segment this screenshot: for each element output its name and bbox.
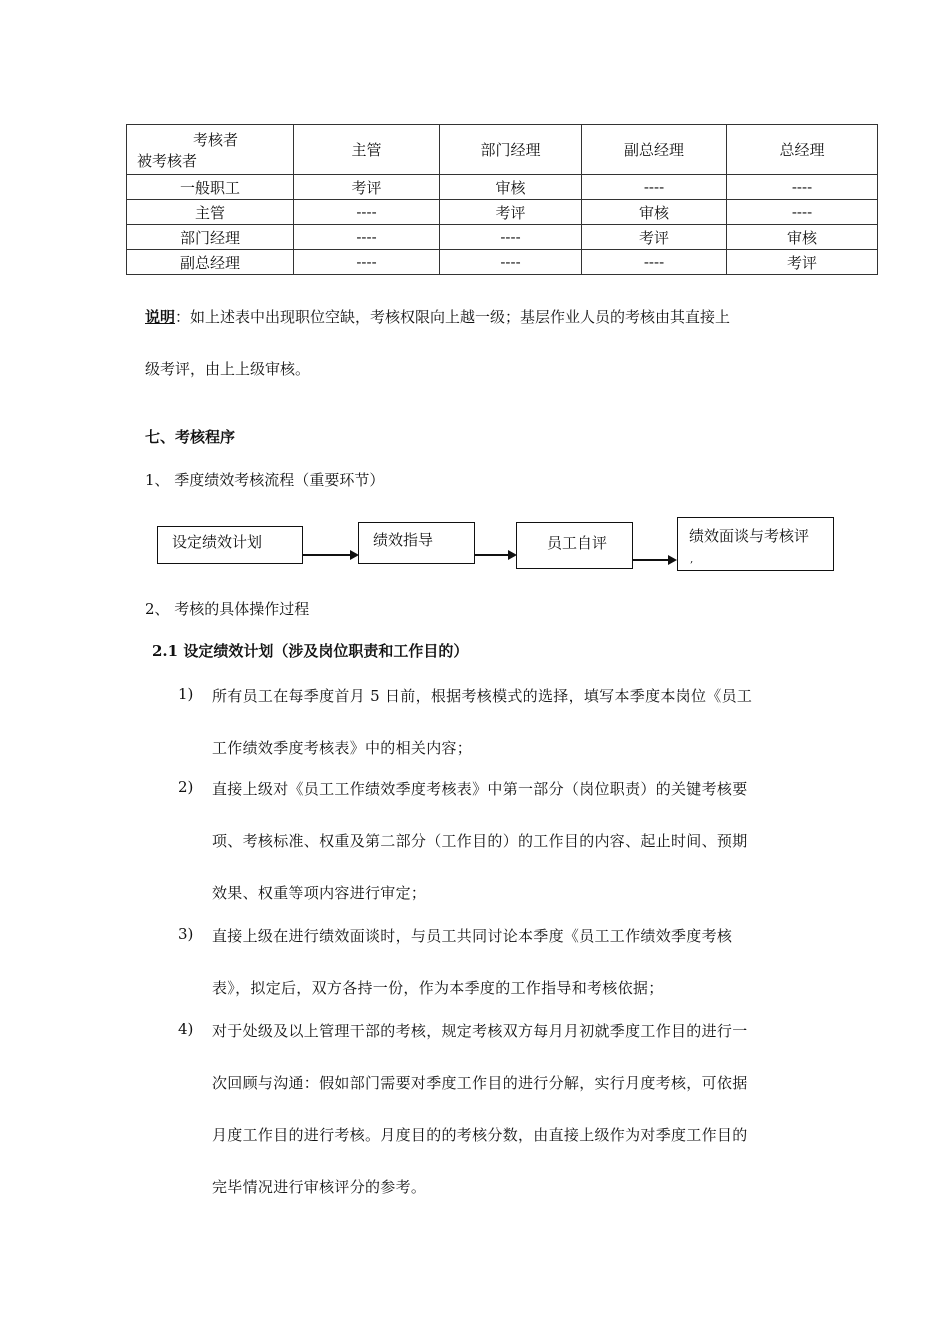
row-label: 一般职工 [127, 175, 294, 200]
flow-arrow [633, 559, 669, 561]
list-item-line: 完毕情况进行审核评分的参考。 [212, 1178, 427, 1196]
table-cell: ---- [727, 175, 878, 200]
section-title: 七、考核程序 [145, 428, 236, 446]
flow-step-guidance [358, 522, 475, 564]
list-item-line: 表》，拟定后，双方各持一份，作为本季度的工作指导和考核依据； [212, 979, 664, 997]
table-cell: ---- [582, 175, 727, 200]
table-row [127, 225, 878, 250]
subsection-2-1-heading: 2.1 设定绩效计划（涉及岗位职责和工作目的） [152, 642, 469, 660]
table-corner-cell [127, 125, 294, 175]
table-cell: ---- [440, 250, 582, 275]
column-header: 总经理 [727, 125, 878, 175]
column-header: 主管 [294, 125, 440, 175]
table-row [127, 175, 878, 200]
table-header-row [127, 125, 878, 175]
list-item-line: 项、考核标准、权重及第二部分（工作目的）的工作目的内容、起止时间、预期 [212, 832, 748, 850]
table-cell: 审核 [727, 225, 878, 250]
table-row [127, 250, 878, 275]
table-cell: 考评 [582, 225, 727, 250]
list-item-number: 1) [178, 685, 194, 703]
flow-step-interview-review [677, 517, 834, 571]
list-item-number: 3) [178, 925, 194, 943]
list-item-line: 对于处级及以上管理干部的考核，规定考核双方每月月初就季度工作目的进行一 [212, 1022, 748, 1040]
table-cell: ---- [294, 250, 440, 275]
assessment-authority-table [126, 124, 878, 275]
list-item-line: 直接上级对《员工工作绩效季度考核表》中第一部分（岗位职责）的关键考核要 [212, 780, 748, 798]
arrow-head-icon [668, 555, 677, 565]
table-cell: 考评 [727, 250, 878, 275]
note-label: 说明 [145, 308, 176, 326]
list-item-line: 次回顾与沟通：假如部门需要对季度工作目的进行分解，实行月度考核，可依据 [212, 1074, 748, 1092]
table-cell: ---- [582, 250, 727, 275]
flow-step-label: 设定绩效计划 [172, 533, 263, 551]
table-cell: ---- [294, 200, 440, 225]
list-item-line: 工作绩效季度考核表》中的相关内容； [212, 739, 473, 757]
table-cell: 审核 [440, 175, 582, 200]
flow-arrow [475, 554, 509, 556]
note-text: ：如上述表中出现职位空缺，考核权限向上越一级；基层作业人员的考核由其直接上 [175, 308, 731, 326]
flow-box-overflow-mark: ‚ [690, 554, 694, 565]
flow-step-self-assessment [516, 522, 633, 569]
note-line-2: 级考评，由上上级审核。 [145, 360, 311, 378]
table-row [127, 200, 878, 225]
subsection-heading: 1、 季度绩效考核流程（重要环节） [145, 471, 385, 489]
table-cell: 考评 [440, 200, 582, 225]
row-label: 副总经理 [127, 250, 294, 275]
table-cell: ---- [440, 225, 582, 250]
note-line-1 [145, 306, 730, 327]
flow-step-plan [157, 526, 303, 564]
list-item-line: 月度工作目的进行考核。月度目的的考核分数，由直接上级作为对季度工作目的 [212, 1126, 748, 1144]
corner-assessor-label: 考核者 [193, 131, 239, 149]
table-cell: 考评 [294, 175, 440, 200]
flow-step-label: 员工自评 [547, 534, 608, 552]
list-item-line: 所有员工在每季度首月 5 日前，根据考核模式的选择，填写本季度本岗位《员工 [212, 687, 753, 705]
subsection-heading: 2、 考核的具体操作过程 [145, 600, 310, 618]
column-header: 部门经理 [440, 125, 582, 175]
table-cell: ---- [294, 225, 440, 250]
corner-assessee-label: 被考核者 [137, 152, 198, 170]
list-item-number: 2) [178, 778, 194, 796]
flow-arrow [303, 554, 351, 556]
row-label: 主管 [127, 200, 294, 225]
column-header: 副总经理 [582, 125, 727, 175]
list-item-number: 4) [178, 1020, 194, 1038]
table-cell: 审核 [582, 200, 727, 225]
list-item-line: 效果、权重等项内容进行审定； [212, 884, 427, 902]
table-cell: ---- [727, 200, 878, 225]
flow-step-label: 绩效面谈与考核评 [689, 527, 810, 545]
flow-step-label: 绩效指导 [373, 531, 434, 549]
list-item-line: 直接上级在进行绩效面谈时，与员工共同讨论本季度《员工工作绩效季度考核 [212, 927, 733, 945]
row-label: 部门经理 [127, 225, 294, 250]
